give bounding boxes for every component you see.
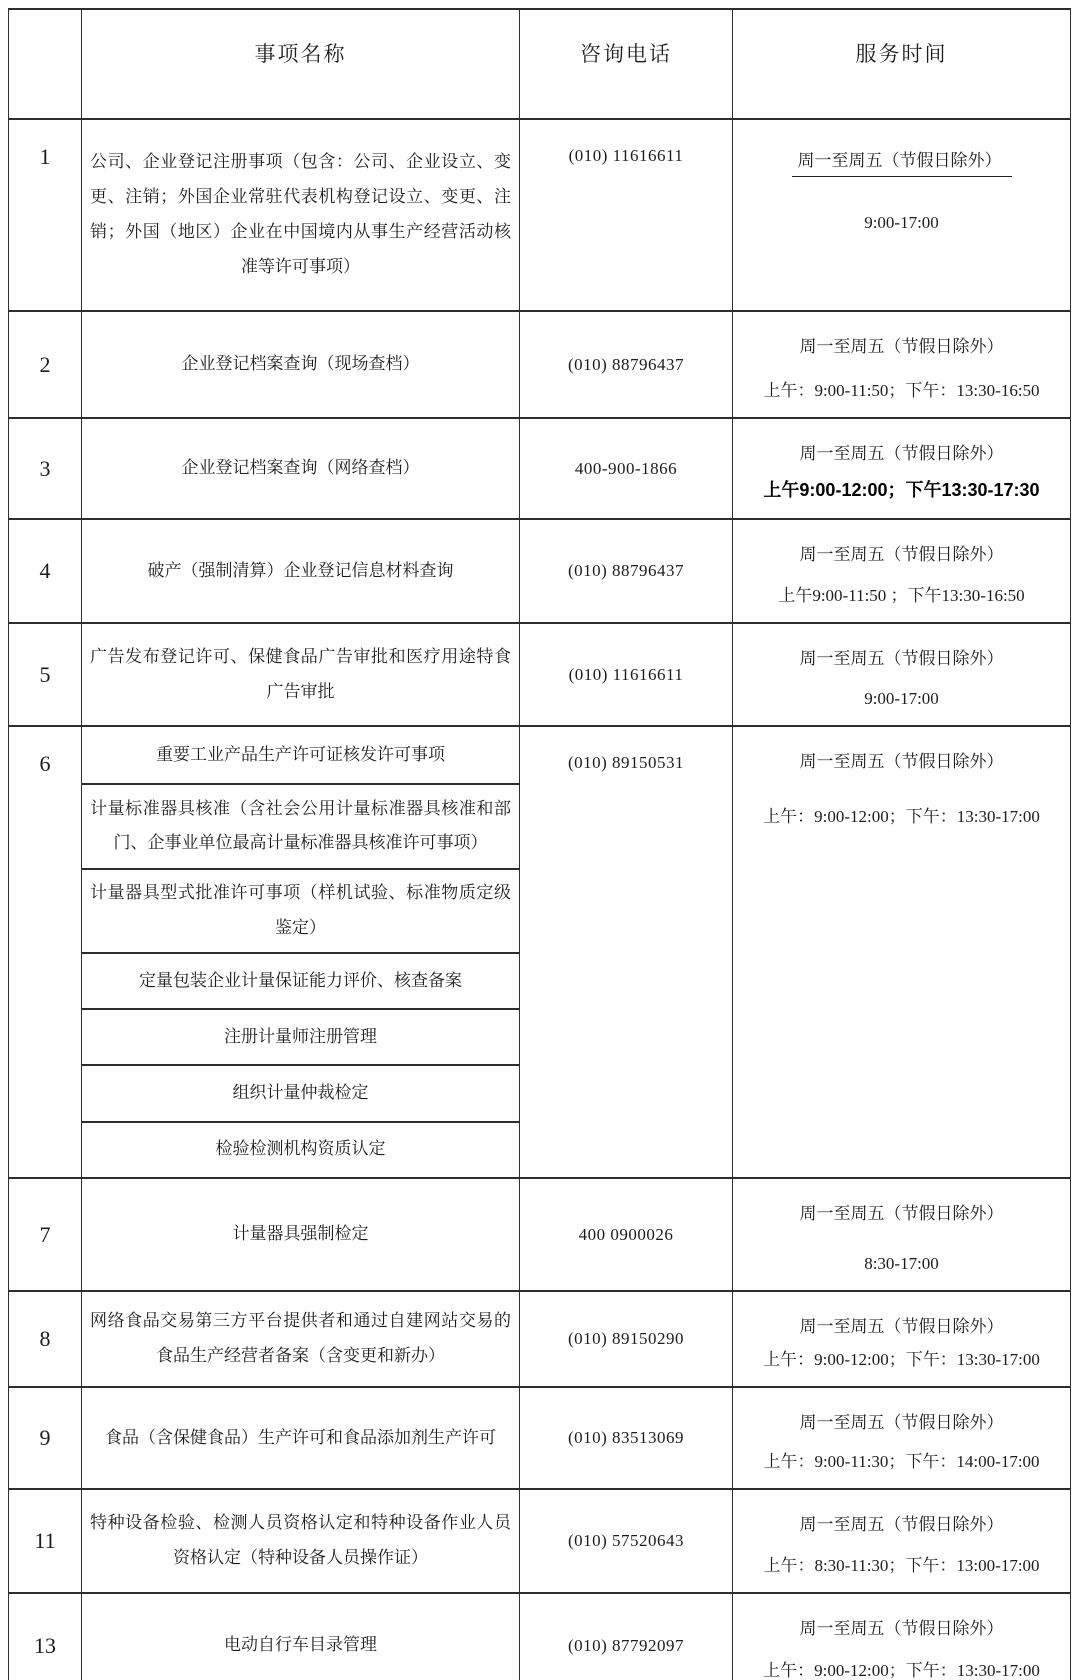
phone-cell: (010) 11616611 xyxy=(520,119,733,311)
service-hours-text: 上午：9:00-11:30；下午：14:00-17:00 xyxy=(763,1452,1040,1471)
phone-cell: (010) 11616611 xyxy=(520,623,733,726)
service-hours-wrap xyxy=(733,1388,1070,1488)
item-name-cell: 广告发布登记许可、保健食品广告审批和医疗用途特食广告审批 xyxy=(82,623,520,726)
phone-cell: 400 0900026 xyxy=(520,1178,733,1291)
item-name-cell: 破产（强制清算）企业登记信息材料查询 xyxy=(82,519,520,623)
service-hours-text: 上午：9:00-12:00；下午：13:30-17:00 xyxy=(763,807,1040,826)
table-row-6 xyxy=(9,726,1071,784)
service-days: 周一至周五（节假日除外） xyxy=(799,1317,1004,1336)
service-days: 周一至周五（节假日除外） xyxy=(799,1515,1004,1534)
row-number-cell: 9 xyxy=(9,1387,82,1489)
service-hours-cell xyxy=(733,311,1071,418)
table-row-8 xyxy=(9,1291,1071,1387)
service-hours-text: 8:30-17:00 xyxy=(864,1254,939,1273)
service-days: 周一至周五（节假日除外） xyxy=(799,649,1004,668)
service-hours-wrap xyxy=(733,727,1070,1177)
item-name-cell: 计量器具强制检定 xyxy=(82,1178,520,1291)
service-hours-cell xyxy=(733,1387,1071,1489)
item-name-cell: 组织计量仲裁检定 xyxy=(82,1065,520,1121)
item-name-cell: 电动自行车目录管理 xyxy=(82,1593,520,1680)
service-items-table xyxy=(8,8,1071,1680)
item-name-cell: 特种设备检验、检测人员资格认定和特种设备作业人员资格认定（特种设备人员操作证） xyxy=(82,1489,520,1593)
service-hours-cell xyxy=(733,1593,1071,1680)
table-row-11 xyxy=(9,1489,1071,1593)
table-row-9 xyxy=(9,1387,1071,1489)
row-number-cell: 1 xyxy=(9,119,82,311)
row-number-cell: 4 xyxy=(9,519,82,623)
item-name-cell: 定量包装企业计量保证能力评价、核查备案 xyxy=(82,953,520,1009)
table-row-3 xyxy=(9,418,1071,519)
service-hours-wrap xyxy=(733,1292,1070,1386)
service-hours-cell xyxy=(733,726,1071,1178)
service-days: 周一至周五（节假日除外） xyxy=(799,444,1004,463)
service-hours-wrap xyxy=(733,520,1070,622)
service-days: 周一至周五（节假日除外） xyxy=(799,545,1004,564)
service-days: 周一至周五（节假日除外） xyxy=(799,1204,1004,1223)
service-hours-cell xyxy=(733,519,1071,623)
item-name-cell: 计量器具型式批准许可事项（样机试验、标准物质定级鉴定） xyxy=(82,869,520,953)
phone-cell: (010) 88796437 xyxy=(520,311,733,418)
service-hours-text: 上午：9:00-11:50；下午：13:30-16:50 xyxy=(763,381,1040,400)
phone-cell: (010) 89150531 xyxy=(520,726,733,1178)
header-service-hours: 服务时间 xyxy=(733,9,1071,119)
phone-cell: (010) 87792097 xyxy=(520,1593,733,1680)
phone-cell: (010) 88796437 xyxy=(520,519,733,623)
item-name-cell: 公司、企业登记注册事项（包含：公司、企业设立、变更、注销；外国企业常驻代表机构登记设立、变更、注销；外国（地区）企业在中国境内从事生产经营活动核准等许可事项） xyxy=(82,119,520,311)
item-name-cell: 检验检测机构资质认定 xyxy=(82,1122,520,1178)
service-hours-text: 上午：9:00-12:00；下午：13:30-17:00 xyxy=(763,1661,1040,1680)
table-row-1 xyxy=(9,119,1071,311)
item-name-cell: 网络食品交易第三方平台提供者和通过自建网站交易的食品生产经营者备案（含变更和新办） xyxy=(82,1291,520,1387)
phone-cell: 400-900-1866 xyxy=(520,418,733,519)
service-hours-text: 上午：8:30-11:30；下午：13:00-17:00 xyxy=(763,1556,1040,1575)
item-name-cell: 重要工业产品生产许可证核发许可事项 xyxy=(82,726,520,784)
item-name-cell: 企业登记档案查询（网络查档） xyxy=(82,418,520,519)
table-row-5 xyxy=(9,623,1071,726)
service-hours-cell xyxy=(733,1178,1071,1291)
service-hours-wrap xyxy=(733,1179,1070,1290)
service-hours-wrap xyxy=(733,312,1070,417)
row-number-cell: 7 xyxy=(9,1178,82,1291)
service-days: 周一至周五（节假日除外） xyxy=(799,1413,1004,1432)
row-number-cell: 13 xyxy=(9,1593,82,1680)
service-hours-wrap xyxy=(733,624,1070,725)
service-days: 周一至周五（节假日除外） xyxy=(799,337,1004,356)
row-number-cell: 6 xyxy=(9,726,82,1178)
header-row xyxy=(9,9,1071,119)
service-days: 周一至周五（节假日除外） xyxy=(799,1619,1004,1638)
table-row-2 xyxy=(9,311,1071,418)
item-name-cell: 企业登记档案查询（现场查档） xyxy=(82,311,520,418)
service-hours-cell xyxy=(733,1489,1071,1593)
service-hours-cell xyxy=(733,418,1071,519)
service-days: 周一至周五（节假日除外） xyxy=(792,146,1012,177)
item-name-cell: 食品（含保健食品）生产许可和食品添加剂生产许可 xyxy=(82,1387,520,1489)
service-hours-wrap xyxy=(733,1594,1070,1680)
row-number-cell: 3 xyxy=(9,418,82,519)
phone-cell: (010) 89150290 xyxy=(520,1291,733,1387)
table-row-13 xyxy=(9,1593,1071,1680)
header-index xyxy=(9,9,82,119)
table-row-4 xyxy=(9,519,1071,623)
service-hours-text: 9:00-17:00 xyxy=(864,213,939,232)
service-hours-cell xyxy=(733,623,1071,726)
row-number-cell: 11 xyxy=(9,1489,82,1593)
header-item-name: 事项名称 xyxy=(82,9,520,119)
service-hours-text: 上午9:00-12:00；下午13:30-17:30 xyxy=(763,480,1040,500)
header-phone: 咨询电话 xyxy=(520,9,733,119)
table-row-7 xyxy=(9,1178,1071,1291)
service-hours-text: 上午：9:00-12:00；下午：13:30-17:00 xyxy=(763,1350,1040,1369)
service-hours-wrap xyxy=(733,120,1070,310)
item-name-cell: 注册计量师注册管理 xyxy=(82,1009,520,1065)
service-hours-wrap xyxy=(733,1490,1070,1592)
phone-cell: (010) 57520643 xyxy=(520,1489,733,1593)
service-hours-text: 9:00-17:00 xyxy=(864,689,939,708)
service-hours-wrap xyxy=(733,419,1070,518)
service-days: 周一至周五（节假日除外） xyxy=(799,752,1004,771)
service-hours-text: 上午9:00-11:50 ；下午13:30-16:50 xyxy=(778,586,1025,605)
row-number-cell: 2 xyxy=(9,311,82,418)
service-hours-cell xyxy=(733,1291,1071,1387)
service-hours-cell xyxy=(733,119,1071,311)
row-number-cell: 8 xyxy=(9,1291,82,1387)
phone-cell: (010) 83513069 xyxy=(520,1387,733,1489)
item-name-cell: 计量标准器具核准（含社会公用计量标准器具核准和部门、企事业单位最高计量标准器具核准许可事项） xyxy=(82,784,520,868)
row-number-cell: 5 xyxy=(9,623,82,726)
